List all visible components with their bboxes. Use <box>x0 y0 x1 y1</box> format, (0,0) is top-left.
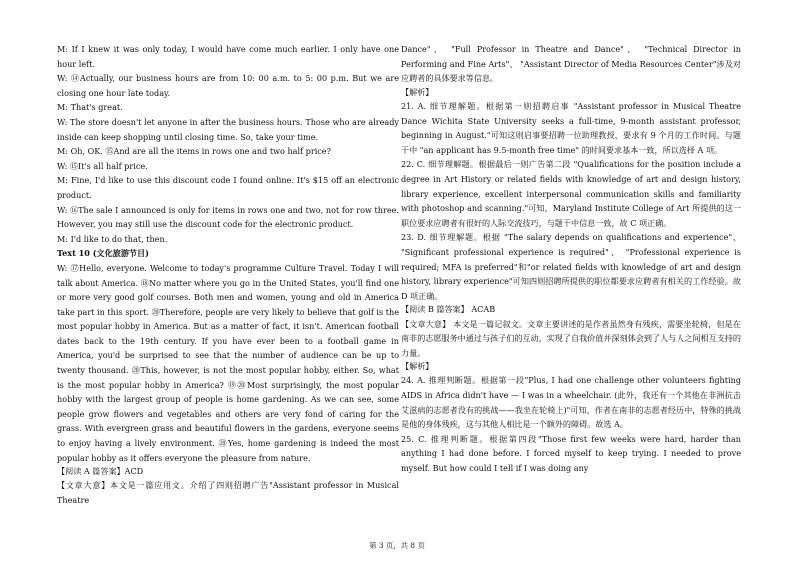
dialogue-line: M: I'd like to do that, then. <box>57 233 168 244</box>
explanation-21: 21. A. 细节理解题。根据第一则招聘启事 "Assistant professor in Musical Theatre Dance Wichita State University seeks a full-time, 9-month assistant professor, beginning in August."可知这则启事要招聘一位助理教授，要求有 9 个月的工作时间。与题干中 "an applicant has 9.5-month free time" 的时间要求基本一致，所以选择 A 项。 <box>401 100 741 155</box>
explanation-25: 25. C. 推理判断题。根据第四段"Those first few weeks were hard, harder than anything I had done before. I forced myself to keep trying. I needed to prove myself. But how could I tell if I was doing any <box>401 433 741 474</box>
explanation-23: 23. D. 细节理解题。根据 "The salary depends on qualifications and experience"、 "Significant professional experience is required"、 "Professional experience is required; MFA is preferred"和"or related fields with knowledge of art and design history, library experience"可知四则招聘所提供的职位都要求应聘者有相关的工作经验。故 D 项正确。 <box>401 232 741 301</box>
dialogue-line: M: That's great. <box>57 102 123 113</box>
dialogue-line: M: If I knew it was only today, I would have come much earlier. I only have one hour left. <box>57 44 399 69</box>
explanation-24: 24. A. 推理判断题。根据第一段"Plus, I had one challenge other volunteers fighting AIDS in Africa didn't have — I was in a wheelchair. (此外，我还有一个其他在非洲抗击艾滋病的志愿者没有的挑战——我坐在轮椅上)"可知，作者在南非的志愿者经历中，特殊的挑战是他的身体残疾，这与其他人相比是一个额外的障碍。故选 A。 <box>401 375 741 430</box>
summary-continuation: Dance"、 "Full Professor in Theatre and Dance"、 "Technical Director in Performing and Fine Arts"、 "Assistant Director of Media Resources Center"涉及对应聘者的具体要求等信息。 <box>401 44 741 84</box>
dialogue-line: M: Fine, I'd like to use this discount code I found online. It's $15 off an electronic product. <box>57 175 399 200</box>
left-column <box>57 42 399 508</box>
explanation-22: 22. C. 细节理解题。根据最后一则广告第二段 "Qualifications for the position include a degree in Art History or related fields with knowledge of art and design history, library experience, excellent interpersonal communication skills and familiarity with photoshop and scanning."可知，Maryland Institute College of Art 所提供的这一职位要求应聘者有很好的人际交流技巧，与题干中信息一致，故 C 项正确。 <box>401 159 741 228</box>
summary-line: 【文章大意】本文是一篇应用文。介绍了四则招聘广告"Assistant professor in Musical Theatre <box>57 480 399 506</box>
dialogue-line: W: The store doesn't let anyone in after the business hours. Those who are already inside can keep shopping until closing time. So, take your time. <box>57 116 399 142</box>
section-heading: Text 10 (文化旅游节目) <box>57 248 149 259</box>
summary-paragraph: 【文章大意】 本文是一篇记叙文。文章主要讲述的是作者虽然身有残疾，需要坐轮椅，但是在南非的志愿服务中通过与孩子们的互动，实现了自我价值并深刻体会到了人与人之间相互支持的力量。 <box>401 318 741 358</box>
answer-line: 【阅读 A 篇答案】ACD <box>57 466 144 477</box>
answer-line: 【阅读 B 篇答案】 ACAB <box>401 304 496 315</box>
page-number: 第 3 页，共 8 页 <box>369 541 425 550</box>
analysis-label: 【解析】 <box>401 86 434 97</box>
analysis-label: 【解析】 <box>401 361 434 372</box>
dialogue-line: M: Oh, OK. ⑮And are all the items in rows one and two half price? <box>57 146 331 157</box>
dialogue-line: W: ⑮It's all half price. <box>57 160 148 171</box>
right-column <box>401 42 741 476</box>
dialogue-line: W: ⑯The sale I announced is only for items in rows one and two, not for row three. However, you may still use the discount code for the electronic product. <box>57 204 399 230</box>
monologue-paragraph: W: ⑰Hello, everyone. Welcome to today's programme Culture Travel. Today I will talk about America. ⑱No matter where you go in the United States, you'll find one or more very good golf courses. Both men and women, young and old in America take part in this sport. ⑳Therefore, people are very likely to believe that golf is the most popular hobby in America. But as a matter of fact, it isn't. American football dates back to the 19th century. If you have ever been to a football game in America, you'd be surprised to see that the number of audience can be up to twenty thousand. ⑳This, however, is not the most popular hobby, either. So, what is the most popular hobby in America? ⑲⑳Most surprisingly, the most popular hobby with the largest group of people is home gardening. As we can see, some people grow flowers and vegetables and others are very fond of caring for the grass. With evergreen grass and beautiful flowers in the gardens, everyone seems to enjoy having a lively environment. ⑳Yes, home gardening is indeed the most popular hobby as it offers everyone the pleasure from nature. <box>57 262 399 463</box>
dialogue-line: W: ⑭Actually, our business hours are from 10: 00 a.m. to 5: 00 p.m. But we are closing one hour late today. <box>57 73 399 98</box>
